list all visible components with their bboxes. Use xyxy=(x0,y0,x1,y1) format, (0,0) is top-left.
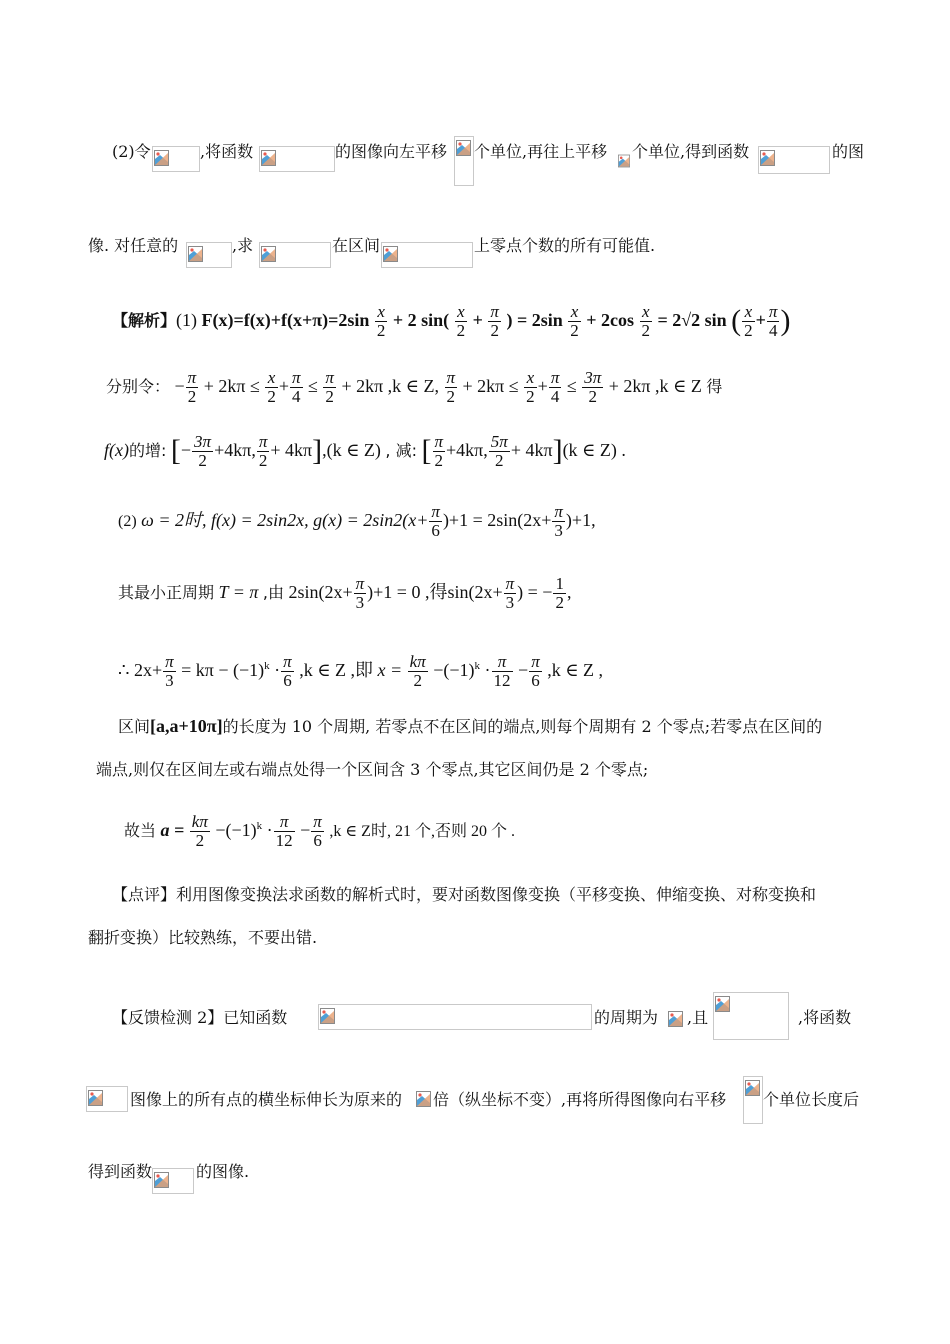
formula-image-placeholder xyxy=(713,992,789,1040)
math-glyph: 2 xyxy=(186,387,199,406)
text: = 2√2 sin xyxy=(657,310,727,330)
math-glyph xyxy=(529,653,542,690)
solution-interval xyxy=(118,716,822,737)
math-glyph xyxy=(747,1082,750,1085)
fraction xyxy=(767,303,780,340)
text: 的图像向左平移 xyxy=(335,142,448,161)
math-glyph: 翻折变换）比较熟练，不要出错. xyxy=(88,928,318,947)
problem-text xyxy=(335,142,447,162)
math-glyph: 端点,则仅在区间左或右端点处得一个区间含 3 个零点,其它区间仍是 2 个零点; xyxy=(96,760,649,779)
problem-text xyxy=(474,236,655,256)
math-glyph xyxy=(90,1092,93,1095)
math-glyph: 3 xyxy=(552,521,565,540)
broken-image-icon xyxy=(668,1011,683,1027)
text: ) = 2sin xyxy=(506,310,563,330)
math-glyph: x = xyxy=(377,660,403,680)
math-glyph: 3π xyxy=(194,432,212,452)
math-glyph xyxy=(156,152,159,155)
den: 2 xyxy=(744,321,753,341)
feedback-text xyxy=(594,1008,658,1028)
math-glyph: = kπ − (−1) xyxy=(181,660,265,680)
text: (2)令 xyxy=(112,142,151,161)
math-glyph xyxy=(190,813,210,850)
fraction xyxy=(640,303,653,340)
text: 像. 对任意的 xyxy=(88,236,179,255)
math-glyph: 5π xyxy=(490,432,508,452)
den: 2 xyxy=(488,321,501,340)
math-glyph xyxy=(524,369,537,406)
math-glyph: ,得sin(2x+ xyxy=(424,582,503,602)
broken-image-icon xyxy=(154,1172,169,1188)
text: + 2 sin( xyxy=(392,310,450,330)
math-glyph: π xyxy=(431,502,440,522)
math-glyph xyxy=(552,503,565,540)
math-glyph: ,k ∈ Z ,即 xyxy=(299,660,374,680)
math-glyph: 3 xyxy=(504,593,517,612)
num: x xyxy=(457,302,465,322)
math-glyph: , 减: xyxy=(385,441,417,460)
formula-image-placeholder xyxy=(667,1008,687,1030)
math-glyph: x xyxy=(267,368,276,388)
problem-text xyxy=(200,142,253,162)
math-glyph xyxy=(670,1013,673,1016)
broken-image-icon xyxy=(261,246,276,262)
math-glyph: 6 xyxy=(281,671,294,690)
math-glyph xyxy=(504,575,517,612)
formula-image-placeholder xyxy=(743,1076,763,1124)
math-glyph: · xyxy=(484,660,491,680)
math-glyph: − xyxy=(300,820,311,840)
math-glyph: 6 xyxy=(429,521,442,540)
math-glyph xyxy=(290,369,303,406)
formula-image-placeholder xyxy=(618,150,632,172)
math-glyph: kπ xyxy=(191,812,208,832)
math-glyph: 12 xyxy=(493,671,511,691)
broken-image-icon xyxy=(261,150,276,166)
math-glyph: π xyxy=(505,574,515,594)
math-glyph xyxy=(458,142,461,145)
review-line-1 xyxy=(112,885,816,905)
math-glyph: )+1 = 0 xyxy=(367,582,421,602)
fraction xyxy=(455,303,468,340)
math-glyph: 【点评】利用图像变换法求函数的解析式时，要对函数图像变换（平移变换、伸缩变换、对称变换和 xyxy=(112,885,817,904)
text: + xyxy=(472,310,483,330)
formula-image-placeholder xyxy=(152,1168,194,1194)
math-glyph xyxy=(163,653,176,690)
problem-text xyxy=(832,142,864,162)
math-glyph: π xyxy=(291,368,301,388)
math-glyph xyxy=(186,369,199,406)
math-glyph: ] xyxy=(552,434,563,467)
math-glyph xyxy=(429,503,442,540)
math-glyph: 3π xyxy=(584,368,602,388)
math-glyph: ∴ 2x+ xyxy=(118,660,163,680)
math-glyph xyxy=(192,433,213,470)
math-glyph: )+1 = 2sin(2x+ xyxy=(442,510,552,530)
problem-text xyxy=(232,236,253,256)
math-glyph xyxy=(311,813,324,850)
math-glyph xyxy=(156,1174,159,1177)
math-glyph: 2 xyxy=(267,387,276,407)
den: 2 xyxy=(456,321,466,341)
math-glyph: 2 xyxy=(526,387,535,407)
math-glyph: 2 xyxy=(408,671,428,690)
math-glyph: π xyxy=(165,652,174,672)
feedback-text xyxy=(763,1090,859,1110)
math-glyph xyxy=(762,152,765,155)
math-glyph: + 2kπ ≤ xyxy=(462,376,519,396)
formula-image-placeholder xyxy=(152,146,200,172)
feedback-line-1 xyxy=(112,1008,287,1028)
math-glyph xyxy=(717,998,720,1001)
formula-image-placeholder xyxy=(381,242,473,268)
broken-image-icon xyxy=(760,150,775,166)
math-glyph: π xyxy=(258,432,268,452)
math-glyph xyxy=(620,157,623,160)
math-glyph: (k ∈ Z) . xyxy=(562,440,626,460)
math-glyph xyxy=(582,369,603,406)
broken-image-icon xyxy=(618,153,630,169)
formula-image-placeholder xyxy=(259,146,335,172)
text: F(x)=f(x)+f(x+π)=2sin xyxy=(201,310,370,330)
formula-image-placeholder xyxy=(186,242,232,268)
math-glyph xyxy=(161,820,185,840)
broken-image-icon xyxy=(88,1090,103,1106)
math-glyph: 3 xyxy=(163,671,176,690)
math-glyph xyxy=(489,433,510,470)
math-glyph: T = π xyxy=(218,582,259,602)
math-glyph xyxy=(433,433,446,470)
math-glyph: 2 xyxy=(192,451,213,470)
math-glyph: 的长度为 10 个周期, 若零点不在区间的端点,则每个周期有 2 个零点;若零点在区间的 xyxy=(222,717,823,736)
math-glyph: 【反馈检测 2】已知函数 xyxy=(112,1008,288,1027)
math-glyph: − xyxy=(433,660,444,680)
math-glyph xyxy=(281,653,294,690)
math-glyph: f(x) xyxy=(104,440,129,460)
formula-image-placeholder xyxy=(758,146,830,174)
fraction xyxy=(488,303,501,340)
math-glyph: π xyxy=(355,574,365,594)
math-glyph xyxy=(274,813,295,850)
math-glyph xyxy=(385,248,388,251)
math-glyph: 6 xyxy=(529,671,542,690)
math-glyph: ≤ xyxy=(308,376,318,396)
math-glyph: +4kπ, xyxy=(214,440,256,460)
text: 个单位,得到函数 xyxy=(632,142,750,161)
math-glyph: + xyxy=(278,376,289,396)
math-glyph xyxy=(408,653,428,690)
solution-conclusion xyxy=(124,806,515,852)
broken-image-icon xyxy=(715,996,730,1012)
math-glyph: 2 xyxy=(555,593,564,613)
math-glyph: 1 xyxy=(555,574,564,594)
text: 分别令： xyxy=(106,377,171,396)
broken-image-icon xyxy=(456,140,471,156)
math-glyph: π xyxy=(313,812,322,832)
solution-part1 xyxy=(112,300,790,341)
math-glyph: a = xyxy=(160,820,185,840)
num: π xyxy=(768,302,778,322)
math-glyph: 6 xyxy=(311,831,324,850)
broken-image-icon xyxy=(188,246,203,262)
formula-image-placeholder xyxy=(415,1088,433,1110)
broken-image-icon xyxy=(154,150,169,166)
den: 2 xyxy=(570,321,579,341)
math-glyph: (−1) xyxy=(225,820,257,840)
math-glyph: kπ xyxy=(409,652,426,672)
math-glyph: ) xyxy=(780,304,791,337)
math-glyph: )+1, xyxy=(565,510,596,530)
feedback-text xyxy=(196,1162,249,1182)
math-glyph: 2 xyxy=(445,387,458,406)
math-glyph: π xyxy=(325,368,334,388)
math-glyph: 个单位长度后 xyxy=(763,1090,860,1109)
math-glyph: k xyxy=(256,820,263,832)
solution-label: 【解析】 xyxy=(112,311,177,330)
solution-inequality xyxy=(106,366,722,407)
math-glyph xyxy=(553,575,566,612)
math-glyph: 2 xyxy=(190,831,210,850)
math-glyph: 的增: xyxy=(128,441,167,460)
math-glyph: ,且 xyxy=(687,1008,709,1027)
den: 2 xyxy=(641,321,650,341)
math-glyph: + 2kπ ≤ xyxy=(203,376,260,396)
broken-image-icon xyxy=(745,1080,760,1096)
num: π xyxy=(490,302,499,322)
math-glyph xyxy=(257,433,270,470)
math-glyph: x xyxy=(526,368,535,388)
feedback-text xyxy=(798,1008,851,1028)
math-glyph xyxy=(549,369,562,406)
text: ,将函数 xyxy=(200,142,254,161)
solution-monotonic xyxy=(104,430,626,471)
feedback-line-3 xyxy=(88,1162,152,1182)
math-glyph: π xyxy=(434,432,444,452)
math-glyph xyxy=(190,248,193,251)
math-glyph: f(x) = 2sin2x, xyxy=(211,510,309,530)
math-glyph: 2 xyxy=(323,387,336,406)
text: + 2cos xyxy=(586,310,634,330)
math-glyph: + 4kπ xyxy=(510,440,553,460)
num: x xyxy=(744,302,753,322)
math-glyph xyxy=(418,1093,421,1096)
solution-part2 xyxy=(118,500,596,542)
math-glyph: 2 xyxy=(433,451,446,470)
math-glyph: ] xyxy=(312,434,323,467)
feedback-line-2 xyxy=(130,1090,402,1110)
math-glyph: 4 xyxy=(290,387,303,406)
math-glyph: 3 xyxy=(354,593,367,612)
math-glyph: ,将函数 xyxy=(798,1008,852,1027)
math-glyph: π xyxy=(554,502,563,522)
feedback-text xyxy=(687,1008,708,1028)
num: x xyxy=(570,302,579,322)
math-glyph: π xyxy=(283,652,292,672)
math-glyph: 2 xyxy=(582,387,603,406)
math-glyph: ,k ∈ Z时, 21 个,否则 20 个 . xyxy=(329,823,515,840)
den: 4 xyxy=(767,321,780,340)
math-glyph: 2 xyxy=(257,451,270,470)
math-glyph: 2 xyxy=(489,451,510,470)
problem-line-1 xyxy=(112,142,151,162)
math-glyph: +4kπ, xyxy=(446,440,488,460)
math-glyph: π xyxy=(187,368,197,388)
text: ,求 xyxy=(232,236,254,255)
math-glyph: 得到函数 xyxy=(88,1162,153,1181)
text: (1) xyxy=(176,310,198,330)
math-glyph: k xyxy=(474,660,481,672)
solution-endpoint xyxy=(96,760,648,780)
math-glyph: π xyxy=(531,652,540,672)
math-glyph: 12 xyxy=(275,831,293,851)
fraction xyxy=(375,303,388,340)
math-glyph xyxy=(265,369,278,406)
math-glyph: 的图像. xyxy=(196,1162,250,1181)
math-glyph: · xyxy=(274,660,281,680)
math-glyph: 故当 xyxy=(124,821,157,840)
math-glyph: k xyxy=(264,660,270,672)
solution-therefore xyxy=(118,646,603,690)
math-glyph: − xyxy=(215,820,226,840)
text: 的图 xyxy=(832,142,865,161)
math-glyph: π xyxy=(446,368,456,388)
math-glyph: + 2kπ ,k ∈ Z xyxy=(608,376,702,396)
num: x xyxy=(377,302,385,322)
broken-image-icon xyxy=(383,246,398,262)
num: x xyxy=(641,302,650,322)
math-glyph: [ xyxy=(421,434,432,467)
math-glyph: ,(k ∈ Z) xyxy=(322,440,381,460)
math-glyph xyxy=(263,248,266,251)
math-glyph: + xyxy=(537,376,548,396)
math-glyph: 得 xyxy=(706,377,723,396)
math-glyph: , xyxy=(566,582,572,602)
math-glyph: g(x) = 2sin2(x+ xyxy=(313,510,429,530)
formula-image-placeholder xyxy=(259,242,331,268)
math-glyph: (−1) xyxy=(443,660,475,680)
math-glyph: 区间 xyxy=(118,717,151,736)
review-line-2 xyxy=(88,928,317,948)
math-glyph: 倍（纵坐标不变）,再将所得图像向右平移 xyxy=(433,1090,727,1109)
math-glyph xyxy=(492,653,513,690)
formula-image-placeholder xyxy=(86,1086,128,1112)
formula-image-placeholder xyxy=(318,1004,592,1030)
math-glyph: − xyxy=(518,660,529,680)
problem-line-2 xyxy=(88,236,178,256)
math-glyph: 2sin(2x+ xyxy=(288,582,353,602)
math-glyph: ( xyxy=(731,304,742,337)
math-glyph: 图像上的所有点的横坐标伸长为原来的 xyxy=(130,1090,403,1109)
fraction xyxy=(742,303,755,340)
math-glyph: + 4kπ xyxy=(270,440,313,460)
math-glyph: (2) xyxy=(118,513,137,530)
math-glyph: 4 xyxy=(549,387,562,406)
feedback-text xyxy=(433,1090,726,1110)
text: 在区间 xyxy=(332,236,381,255)
math-glyph: 的周期为 xyxy=(594,1008,659,1027)
math-glyph: π xyxy=(497,652,507,672)
math-glyph: + 2kπ ,k ∈ Z, xyxy=(341,376,439,396)
math-glyph: π xyxy=(550,368,560,388)
math-glyph: ,k ∈ Z , xyxy=(547,660,604,680)
math-glyph: ≤ xyxy=(566,376,577,396)
math-glyph: [a,a+10π] xyxy=(150,716,223,736)
math-glyph: 其最小正周期 xyxy=(118,583,215,602)
problem-text xyxy=(632,142,749,162)
formula-image-placeholder xyxy=(454,136,474,186)
text: 上零点个数的所有可能值. xyxy=(474,236,656,255)
math-glyph xyxy=(263,152,266,155)
math-glyph: · xyxy=(266,820,273,840)
math-glyph: − xyxy=(174,376,185,396)
math-glyph: ,由 xyxy=(262,583,284,602)
math-glyph: ω = 2时, xyxy=(141,510,207,530)
math-glyph xyxy=(323,369,336,406)
math-glyph: − xyxy=(180,440,192,460)
den: 2 xyxy=(376,321,386,341)
solution-period xyxy=(118,572,571,613)
math-glyph xyxy=(354,575,367,612)
text: + xyxy=(755,310,766,330)
math-glyph: π xyxy=(279,812,289,832)
math-glyph: ) = − xyxy=(517,582,553,602)
fraction xyxy=(568,303,581,340)
text: 个单位,再往上平移 xyxy=(474,142,608,161)
math-glyph xyxy=(322,1010,325,1013)
math-glyph: [ xyxy=(170,434,181,467)
problem-text xyxy=(474,142,607,162)
broken-image-icon xyxy=(416,1091,431,1107)
broken-image-icon xyxy=(320,1008,335,1024)
problem-text xyxy=(332,236,380,256)
math-glyph xyxy=(445,369,458,406)
